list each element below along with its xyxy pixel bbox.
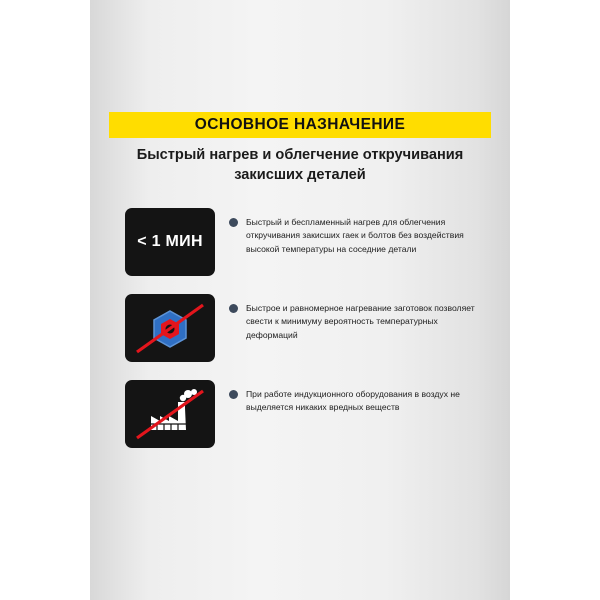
no-factory-emissions-icon (125, 380, 215, 448)
feature-body-1 (229, 208, 478, 256)
feature-icon-tile-3 (125, 380, 215, 448)
feature-icon-tile-1 (125, 208, 215, 276)
poster-content (90, 0, 510, 600)
feature-text-3: При работе индукционного оборудования в воздух не выделяется никаких вредных веществ (246, 389, 460, 413)
headline-line-2: закисших деталей (234, 166, 366, 183)
list-item (125, 380, 485, 448)
feature-text-2: Быстрое и равномерное нагревание заготовок позволяет свести к минимуму вероятность температурных деформаций (246, 303, 475, 340)
no-deformed-nut-icon (125, 294, 215, 362)
feature-body-2 (229, 294, 478, 342)
banner-title: ОСНОВНОЕ НАЗНАЧЕНИЕ (194, 116, 406, 134)
bullet-icon (229, 304, 238, 313)
feature-icon-tile-2 (125, 294, 215, 362)
feature-text-1: Быстрый и беспламенный нагрев для облегчения откручивания закисших гаек и болтов без воздействия высокой температуры на соседние детали (246, 217, 464, 254)
feature-list (125, 208, 485, 448)
page-headline (115, 146, 485, 185)
bullet-icon (229, 390, 238, 399)
list-item (125, 294, 485, 362)
headline-line-1: Быстрый нагрев и облегчение откручивания (136, 147, 464, 163)
list-item (125, 208, 485, 276)
section-banner (109, 112, 491, 138)
bullet-icon (229, 218, 238, 227)
feature-body-3 (229, 380, 478, 415)
time-under-one-minute-icon: < 1 МИН (137, 233, 203, 250)
